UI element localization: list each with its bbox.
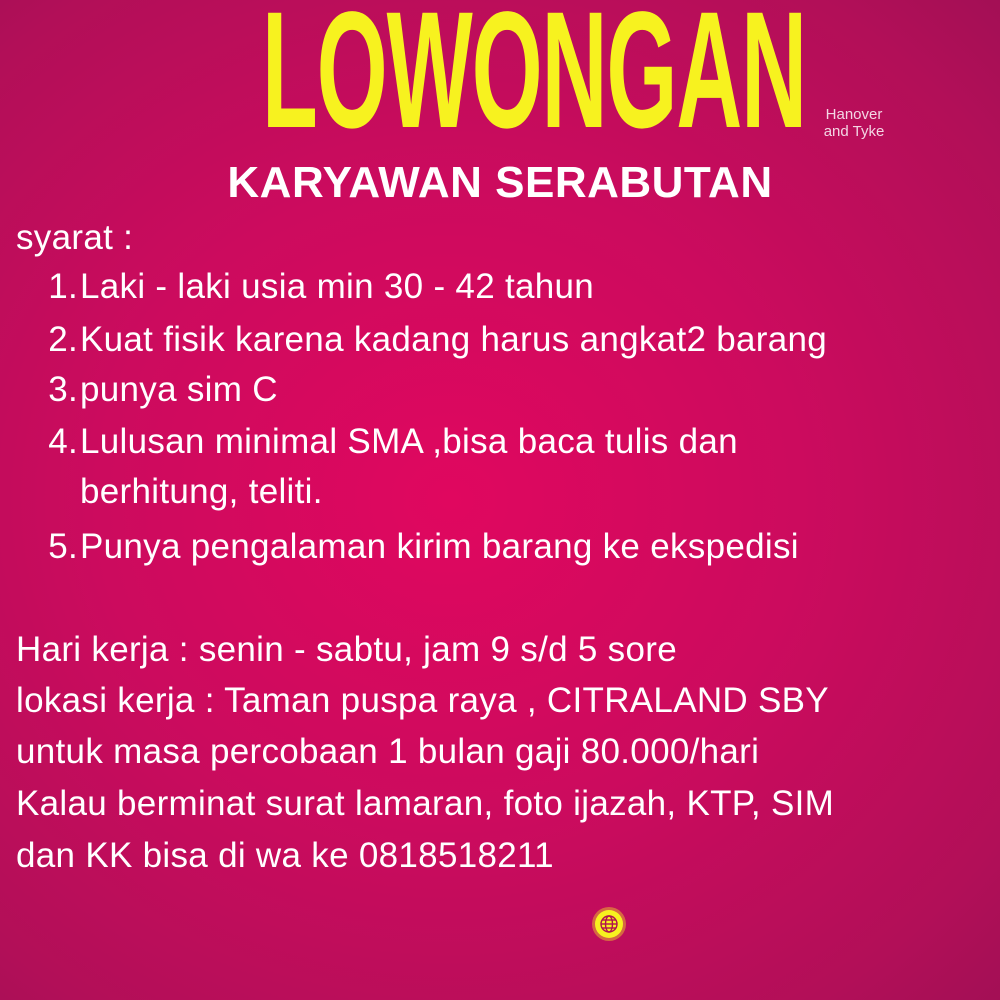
detail-line: lokasi kerja : Taman puspa raya , CITRALAND SBY — [16, 681, 829, 720]
item-number: 3. — [48, 370, 78, 409]
detail-line: Hari kerja : senin - sabtu, jam 9 s/d 5 sore — [16, 630, 677, 669]
watermark-line: and Tyke — [823, 123, 885, 140]
item-text: berhitung, teliti. — [80, 472, 323, 511]
watermark-line: Hanover — [825, 106, 883, 123]
item-number: 1. — [48, 267, 78, 306]
item-number: 4. — [48, 422, 78, 461]
poster-subtitle: KARYAWAN SERABUTAN — [227, 158, 773, 207]
item-number: 5. — [48, 527, 78, 566]
detail-line: dan KK bisa di wa ke 0818518211 — [16, 836, 554, 875]
item-text: Punya pengalaman kirim barang ke ekspedisi — [80, 527, 799, 566]
item-text: Kuat fisik karena kadang harus angkat2 barang — [80, 320, 828, 359]
requirements-label: syarat : — [16, 218, 134, 257]
poster-title: LOWONGAN — [262, 0, 806, 163]
item-text: punya sim C — [80, 370, 278, 409]
globe-icon — [595, 910, 623, 938]
item-text: Laki - laki usia min 30 - 42 tahun — [80, 267, 595, 306]
detail-line: Kalau berminat surat lamaran, foto ijazah, KTP, SIM — [16, 784, 835, 823]
watermark — [812, 106, 896, 140]
item-text: Lulusan minimal SMA ,bisa baca tulis dan — [80, 422, 738, 461]
item-number: 2. — [48, 320, 78, 359]
detail-line: untuk masa percobaan 1 bulan gaji 80.000/hari — [16, 732, 760, 771]
